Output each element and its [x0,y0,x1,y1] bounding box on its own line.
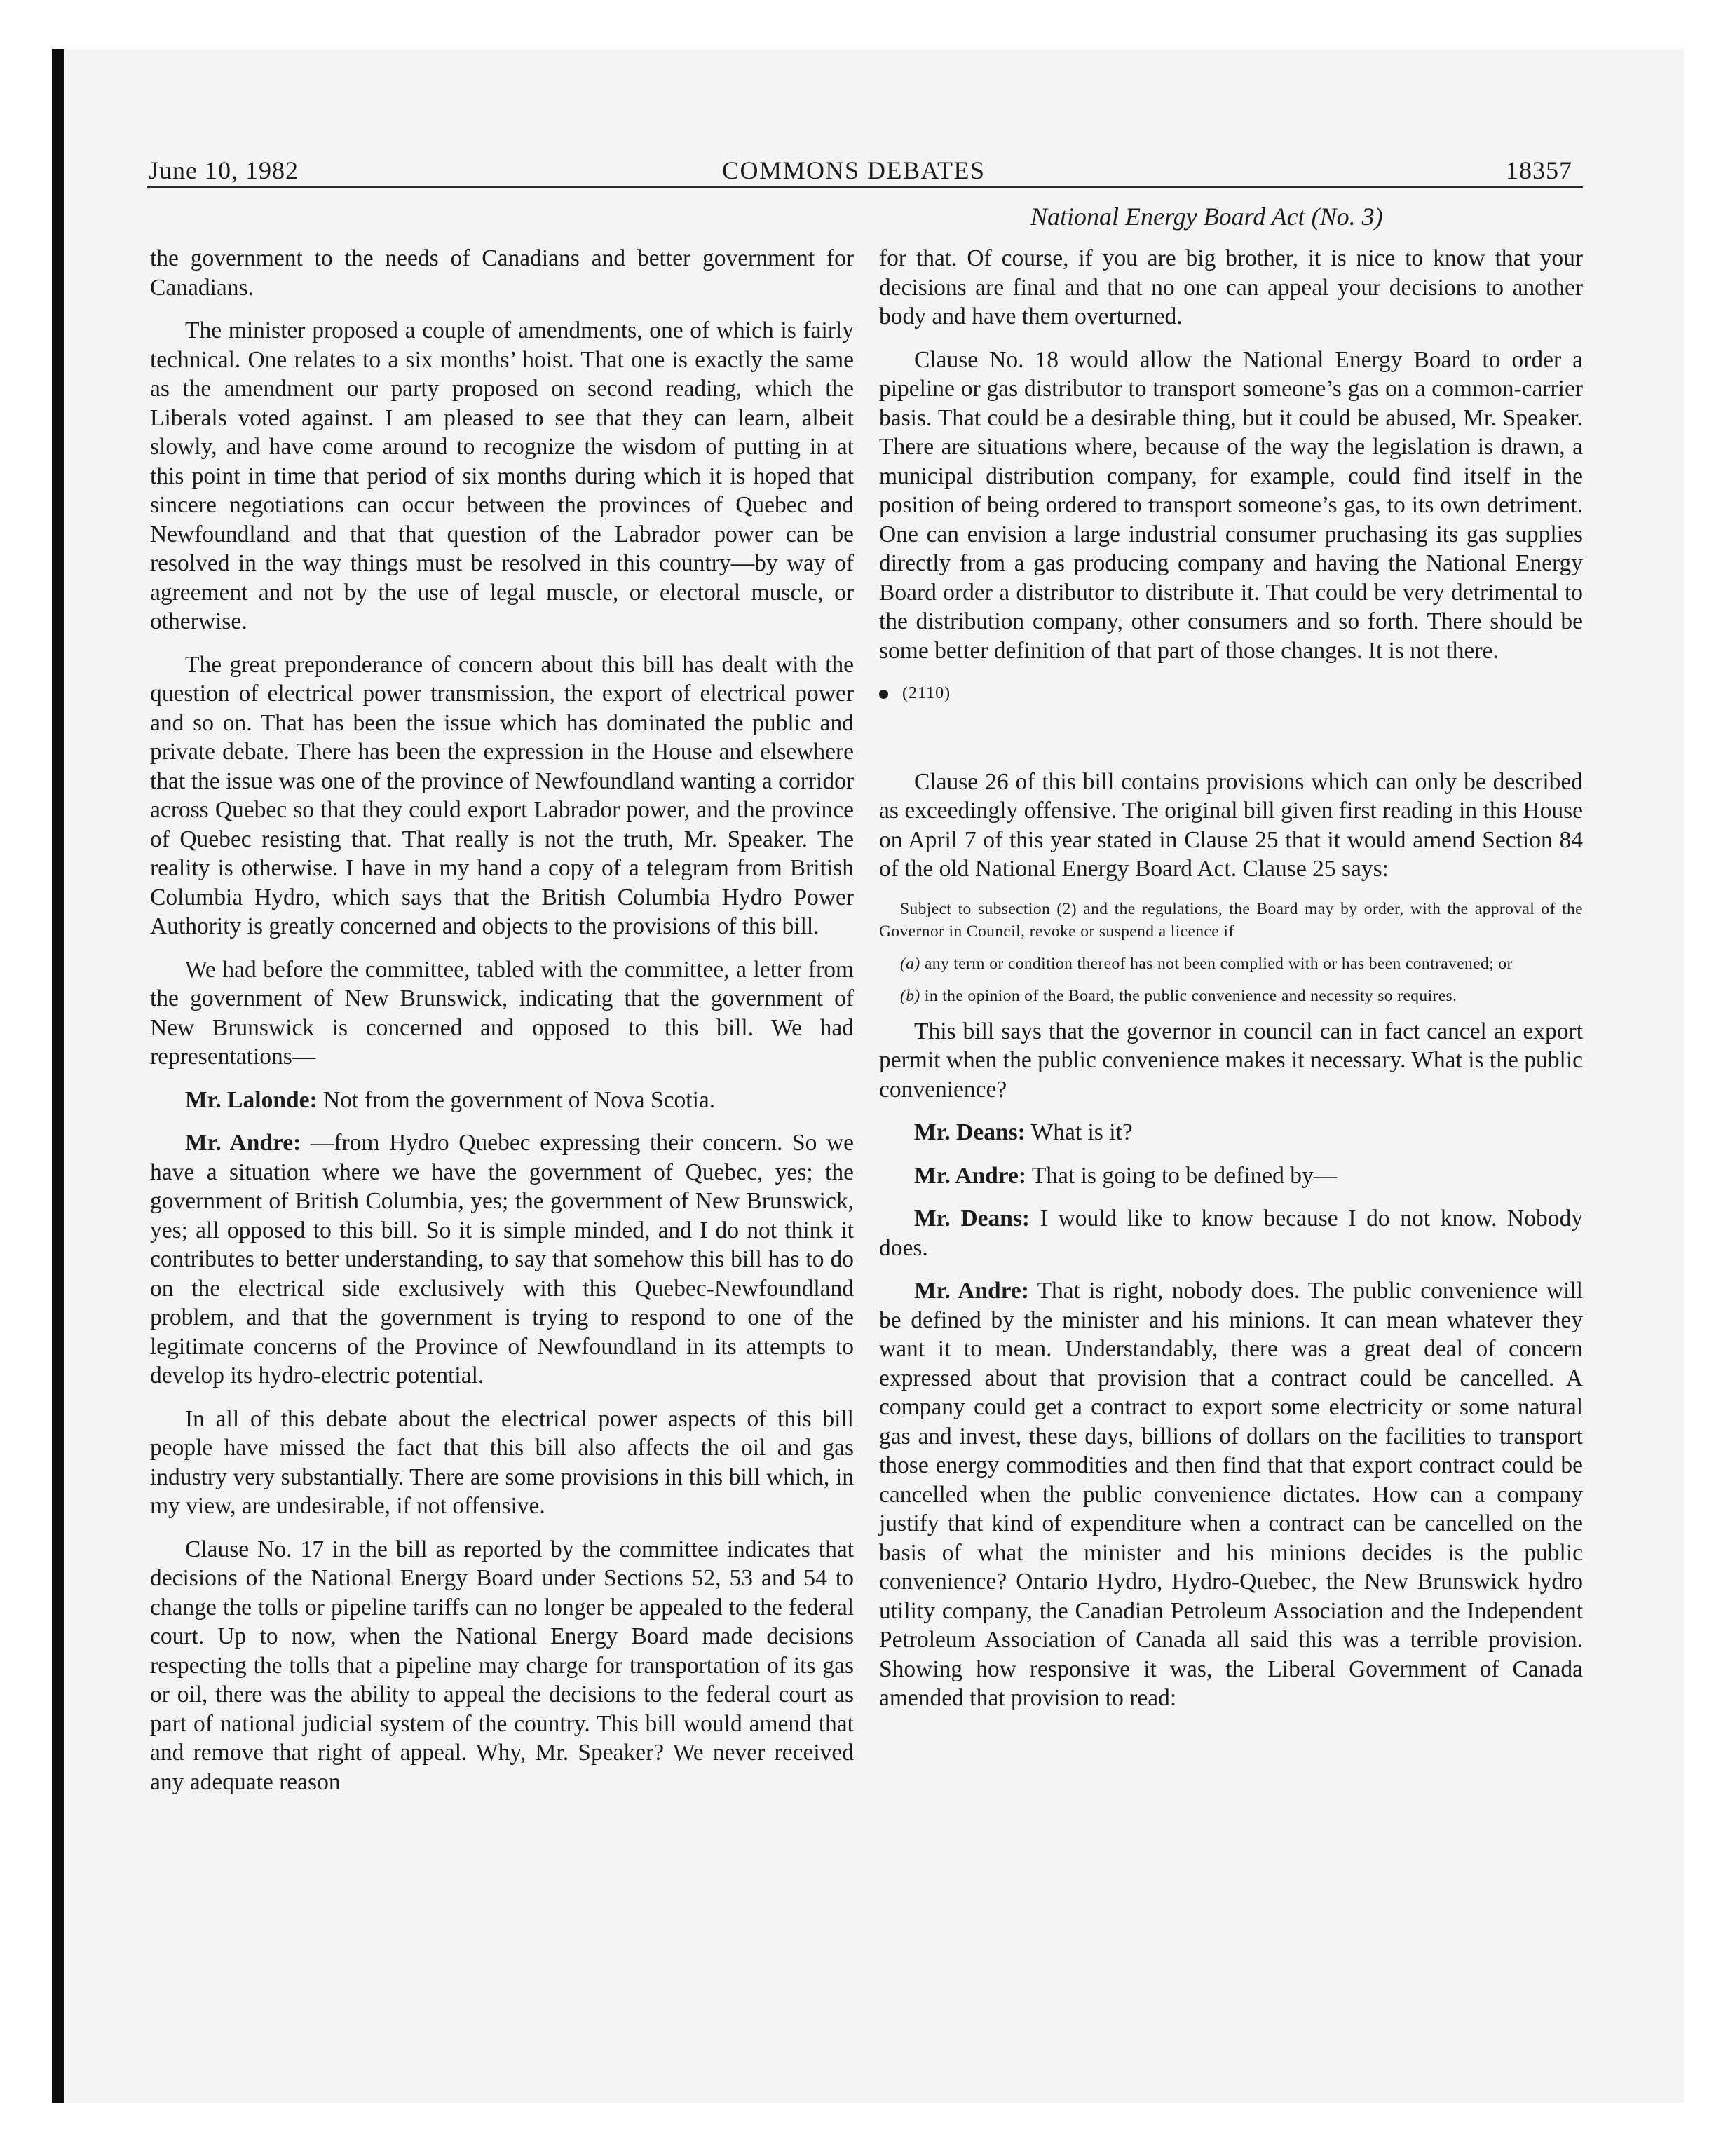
header-rule [147,186,1583,188]
speech-text: I would like to know because I do not know. Nobody does. [879,1206,1583,1261]
speech-deans [879,1118,1583,1147]
bullet-dot-icon [879,690,888,699]
paragraph: In all of this debate about the electrical power aspects of this bill people have missed the fact that this bill also affects the oil and gas industry very substantially. There are some provisions in this bill which, in my view, are undesirable, if not offensive. [150,1405,854,1519]
speaker-name: Mr. Andre: [914,1278,1029,1304]
quoted-clause: Subject to subsection (2) and the regulations, the Board may by order, with the approval of the Governor in Council, revoke or suspend a licence if [879,899,1583,941]
running-head: National Energy Board Act (No. 3) [1030,203,1383,231]
time-marker [879,679,1583,709]
paragraph: Clause No. 17 in the bill as reported by the committee indicates that decisions of the National Energy Board under Sections 52, 53 and 54 to change the tolls or pipeline tariffs can no longer be appealed to the federal court. Up to now, when the National Energy Board made decisions respecting the tolls that a pipeline may charge for transportation of its gas or oil, there was the ability to appeal the decisions to the federal court as part of national judicial system of the country. This bill would amend that and remove that right of appeal. Why, Mr. Speaker? We never received any adequate reason [150,1536,854,1795]
speech-text: —from Hydro Quebec expressing their concern. So we have a situation where we have the government of Quebec, yes; the government of British Columbia, yes; the government of New Brunswick, yes; all opposed to this bill. So it is simple minded, and I do not think it contributes to better understanding, to say that somehow this bill has to do on the electrical side exclusively with this Quebec-Newfoundland problem, and that the government is trying to respond to one of the legitimate concerns of the Province of Newfoundland in its attempts to develop its hydro-electric potential. [150,1130,855,1389]
scan-edge [52,49,64,2103]
left-column [150,244,854,1810]
speaker-name: Mr. Andre: [185,1130,301,1156]
header-date: June 10, 1982 [149,156,299,184]
paragraph: Clause 26 of this bill contains provisions which can only be described as exceedingly offensive. The original bill given first reading in this House on April 7 of this year stated in Clause 25 that it would amend Section 84 of the old National Energy Board Act. Clause 25 says: [879,768,1583,882]
speaker-name: Mr. Lalonde: [185,1086,318,1113]
speech-text: That is going to be defined by— [1026,1162,1338,1189]
paragraph: for that. Of course, if you are big brother, it is nice to know that your decisions are final and that no one can appeal your decisions to another body and have them overturned. [879,245,1583,329]
clause-text: in the opinion of the Board, the public convenience and necessity so requires. [920,986,1457,1005]
clause-label: (a) [900,954,920,973]
paragraph: This bill says that the governor in council can in fact cancel an export permit when the public convenience makes it necessary. What is the public convenience? [879,1018,1583,1103]
speech-lalonde [150,1086,854,1115]
header-publication: COMMONS DEBATES [722,156,986,184]
quoted-clause-a [879,953,1583,975]
clause-text: any term or condition thereof has not been complied with or has been contravened; or [920,954,1513,973]
speech-text: What is it? [1025,1119,1133,1145]
speech-andre [150,1128,854,1391]
quoted-clause-b [879,985,1583,1007]
header-page-number: 18357 [1506,156,1572,184]
paragraph: The great preponderance of concern about this bill has dealt with the question of electrical power transmission, the export of electrical power and so on. That has been the issue which has dominated the public and private debate. There has been the expression in the House and elsewhere that the issue was one of the province of Newfoundland wanting a corridor across Quebec so that they could export Labrador power, and the province of Quebec resisting that. That really is not the truth, Mr. Speaker. The reality is otherwise. I have in my hand a copy of a telegram from British Columbia Hydro, which says that the British Columbia Hydro Power Authority is greatly concerned and objects to the provisions of this bill. [150,651,854,939]
paragraph: the government to the needs of Canadians and better government for Canadians. [150,245,854,301]
speech-text: That is right, nobody does. The public convenience will be defined by the minister and his minions. It can mean whatever they want it to mean. Understandably, there was a great deal of concern expressed about that provision that a contract could be cancelled. A company could get a contract to export some electricity or some natural gas and invest, these days, billions of dollars on the facilities to transport those energy commodities and then find that that export contract could be cancelled when the public convenience dictates. How can a company justify that kind of expenditure when a contract can be cancelled on the basis of what the minister and his minions decides is the public convenience? Ontario Hydro, Hydro-Quebec, the New Brunswick hydro utility company, the Canadian Petroleum Association and the Independent Petroleum Association of Canada all said this was a terrible provision. Showing how responsive it was, the Liberal Government of Canada amended that provision to read: [879,1278,1583,1711]
speaker-name: Mr. Andre: [914,1162,1027,1189]
paragraph: We had before the committee, tabled with the committee, a letter from the government of New Brunswick, indicating that the government of New Brunswick is concerned and opposed to this bill. We had representations— [150,956,854,1070]
speech-deans [879,1204,1583,1262]
paragraph: The minister proposed a couple of amendments, one of which is fairly technical. One relates to a six months’ hoist. That one is exactly the same as the amendment our party proposed on second reading, which the Liberals voted against. I am pleased to see that they can learn, albeit slowly, and have come around to recognize the wisdom of putting in at this point in time that period of six months during which it is hoped that sincere negotiations can occur between the provinces of Quebec and Newfoundland and that that question of the Labrador power can be resolved in the way things must be resolved in this country—by way of agreement and not by the use of legal muscle, or electoral muscle, or otherwise. [150,318,854,634]
speech-andre [879,1276,1583,1713]
paragraph: Clause No. 18 would allow the National Energy Board to order a pipeline or gas distributor to transport someone’s gas on a common-carrier basis. That could be a desirable thing, but it could be abused, Mr. Speaker. There are situations where, because of the way the legislation is drawn, a municipal distribution company, for example, could find itself in the position of being ordered to transport someone’s gas, to its own detriment. One can envision a large industrial consumer pruchasing its gas supplies directly from a gas producing company and having the National Energy Board order a distributor to distribute it. That could be very detrimental to the distribution company, other consumers and so forth. There should be some better definition of that part of those changes. It is not there. [879,346,1583,664]
speaker-name: Mr. Deans: [914,1119,1026,1145]
time-marker-text: (2110) [902,684,951,702]
right-column [879,244,1583,1727]
speaker-name: Mr. Deans: [914,1206,1030,1231]
speech-text: Not from the government of Nova Scotia. [317,1086,716,1113]
speech-andre [879,1161,1583,1191]
clause-label: (b) [900,986,920,1005]
